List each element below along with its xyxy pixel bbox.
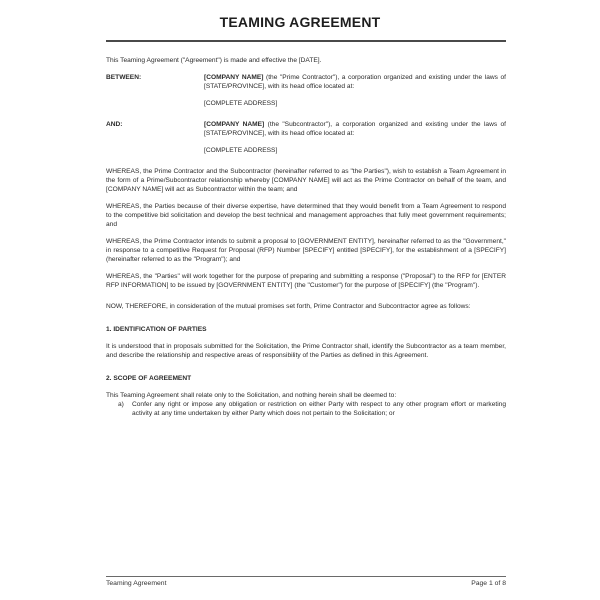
footer-document-name: Teaming Agreement xyxy=(106,580,167,587)
between-company-name: [COMPANY NAME] xyxy=(204,74,264,81)
and-label: AND: xyxy=(106,121,123,128)
document-title: TEAMING AGREEMENT xyxy=(219,14,381,30)
section-1-text: It is understood that in proposals submitted for the Solicitation, the Prime Contractor shall, identify the Subcontractor as a team member, and describe the relationship and respective areas of responsibility of the Parties as defined in this Agreement. xyxy=(106,343,506,359)
page-footer xyxy=(106,580,506,587)
list-marker: a) xyxy=(118,401,124,408)
whereas-paragraph-4: WHEREAS, the "Parties" will work together for the purpose of preparing and submitting a response ("Proposal") to the RFP for [ENTER RFP INFORMATION] to be issued by [GOVERNMENT ENTITY] (the "Customer") for the purpose of [SPECIFY] (the "Program"). xyxy=(106,273,506,289)
whereas-paragraph-3: WHEREAS, the Prime Contractor intends to submit a proposal to [GOVERNMENT ENTITY], hereinafter referred to as the "Government," in response to a competitive Request for Proposal (RFP) Number [SPECIFY] entitled [SPECIFY], for the establishment of a [SPECIFY] (hereinafter referred to as the "Program"); and xyxy=(106,238,506,263)
between-party xyxy=(106,73,506,91)
and-company-name: [COMPANY NAME] xyxy=(204,121,265,128)
section-2-heading: 2. SCOPE OF AGREEMENT xyxy=(106,375,192,382)
whereas-paragraph-1: WHEREAS, the Prime Contractor and the Subcontractor (hereinafter referred to as "the Parties"), wish to establish a Team Agreement in the form of a Prime/Subcontractor relationship whereby [COMPANY NAME] will act as the Prime Contractor on behalf of the team, and [COMPANY NAME] will act as Subcontractor within the team; and xyxy=(106,168,506,193)
list-item-text: Confer any right or impose any obligation or restriction on either Party with respect to any other program effort or marketing activity at any time undertaken by either Party which does not pertain to the Solicitation; or xyxy=(132,401,506,417)
section-2-text: This Teaming Agreement shall relate only to the Solicitation, and nothing herein shall be deemed to: xyxy=(106,392,397,399)
title-divider xyxy=(106,40,506,42)
between-description: (the "Prime Contractor"), a corporation organized and existing under the laws of [STATE/PROVINCE], with its head office located at: xyxy=(204,74,507,90)
section-2-item-a xyxy=(106,400,506,418)
between-text xyxy=(204,73,506,91)
document-body xyxy=(106,56,506,418)
between-address: [COMPLETE ADDRESS] xyxy=(204,100,278,107)
and-address: [COMPLETE ADDRESS] xyxy=(204,147,278,154)
footer-divider xyxy=(106,576,506,577)
section-1-heading: 1. IDENTIFICATION OF PARTIES xyxy=(106,326,207,333)
and-party xyxy=(106,120,506,138)
and-description: (the "Subcontractor"), a corporation organized and existing under the laws of [STATE/PROVINCE], with its head office located at: xyxy=(204,121,507,137)
whereas-paragraph-2: WHEREAS, the Parties because of their diverse expertise, have determined that they would benefit from a Team Agreement to respond to the competitive bid solicitation and develop the best technical and management approaches that fully meet government requirements; and xyxy=(106,203,506,228)
intro-paragraph: This Teaming Agreement ("Agreement") is made and effective the [DATE]. xyxy=(106,57,322,64)
now-therefore-paragraph: NOW, THEREFORE, in consideration of the mutual promises set forth, Prime Contractor and Subcontractor agree as follows: xyxy=(106,303,471,310)
between-label: BETWEEN: xyxy=(106,74,142,81)
and-text xyxy=(204,120,506,138)
footer-page-number: Page 1 of 8 xyxy=(471,580,506,587)
